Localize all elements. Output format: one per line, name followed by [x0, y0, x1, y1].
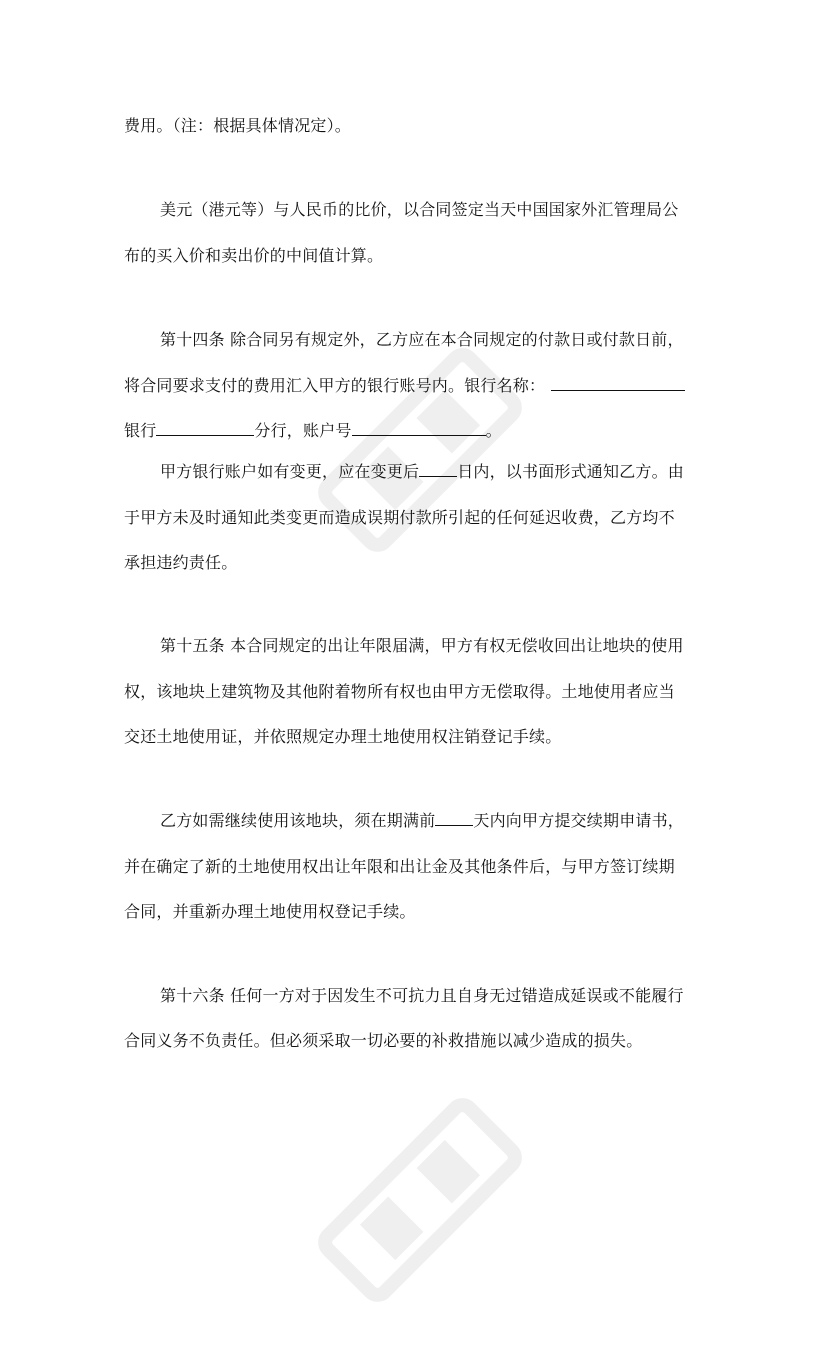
line-text: 天内向甲方提交续期申请书， — [473, 811, 685, 830]
paragraph-line: 合同义务不负责任。但必须采取一切必要的补救措施以减少造成的损失。 — [124, 1031, 643, 1050]
watermark-logo-bottom — [250, 1030, 589, 1369]
paragraph-line — [124, 421, 502, 441]
paragraph-line: 权，该地块上建筑物及其他附着物所有权也由甲方无偿取得。土地使用者应当 — [124, 682, 675, 701]
days-blank — [419, 462, 457, 477]
paragraph-line — [160, 811, 684, 831]
paragraph-line: 费用。（注：根据具体情况定）。 — [124, 116, 352, 135]
article-15-line: 第十五条 本合同规定的出让年限届满，甲方有权无偿收回出让地块的使用 — [160, 636, 684, 655]
paragraph-line: 美元（港元等）与人民币的比价，以合同签定当天中国国家外汇管理局公 — [160, 200, 679, 219]
paragraph-line: 承担违约责任。 — [124, 553, 238, 572]
days-before-expiry-blank — [435, 811, 473, 826]
line-text: 将合同要求支付的费用汇入甲方的银行账号内。银行名称： — [124, 376, 546, 395]
paragraph-line: 交还土地使用证，并依照规定办理土地使用权注销登记手续。 — [124, 727, 562, 746]
line-text: 乙方如需继续使用该地块，须在期满前 — [160, 811, 436, 830]
account-number-blank — [352, 421, 486, 436]
line-text: 日内，以书面形式通知乙方。由 — [457, 462, 685, 481]
bank-branch-blank — [156, 421, 254, 436]
paragraph-line: 布的买入价和卖出价的中间值计算。 — [124, 246, 384, 265]
bank-name-blank — [551, 376, 685, 391]
paragraph-line: 合同，并重新办理土地使用权登记手续。 — [124, 902, 416, 921]
paragraph-line — [160, 462, 684, 482]
article-16-line: 第十六条 任何一方对于因发生不可抗力且自身无过错造成延误或不能履行 — [160, 986, 684, 1005]
line-text: 银行 — [124, 421, 157, 440]
paragraph-line — [124, 376, 685, 396]
paragraph-line: 于甲方未及时通知此类变更而造成误期付款所引起的任何延迟收费，乙方均不 — [124, 508, 675, 527]
paragraph-line: 并在确定了新的土地使用权出让年限和出让金及其他条件后，与甲方签订续期 — [124, 857, 675, 876]
line-text: 甲方银行账户如有变更，应在变更后 — [160, 462, 420, 481]
article-14-line: 第十四条 除合同另有规定外，乙方应在本合同规定的付款日或付款日前， — [160, 330, 684, 349]
line-text: 分行，账户号 — [254, 421, 352, 440]
line-text: 。 — [485, 421, 502, 440]
